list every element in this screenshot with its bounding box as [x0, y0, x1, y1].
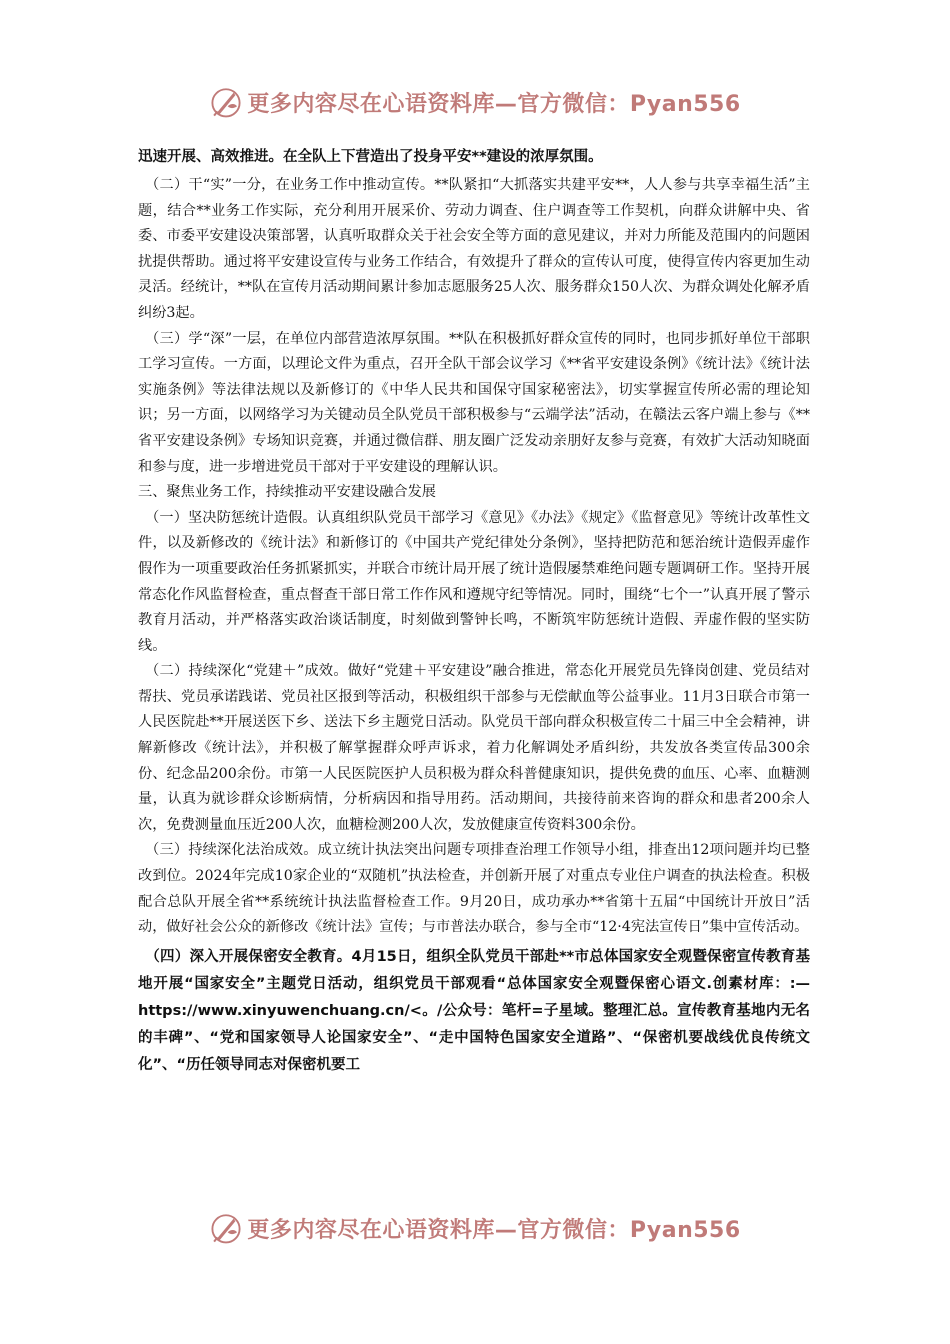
paragraph-section-3-2: （二）持续深化“党建＋”成效。做好“党建＋平安建设”融合推进，常态化开展党员先锋岗创建、党员结对帮扶、党员承诺践诺、党员社区报到等活动，积极组织干部参与无偿献血等公益事业。11月3日联合市第一人民医院赴**开展送医下乡、送法下乡主题党日活动。队党员干部向群众积极宣传二十届三中全会精神，讲解新修改《统计法》，并积极了解掌握群众呼声诉求，着力化解调处矛盾纠纷，共发放各类宣传品300余份、纪念品200余份。市第一人民医院医护人员积极为群众科普健康知识，提供免费的血压、心率、血糖测量，认真为就诊群众诊断病情，分析病因和指导用药。活动期间，共接待前来咨询的群众和患者200余人次，免费测量血压近200人次，血糖检测200人次，发放健康宣传资料300余份。 — [138, 663, 810, 833]
section-heading-3: 三、聚焦业务工作，持续推动平安建设融合发展 — [138, 484, 436, 501]
paragraph-continuation: 迅速开展、高效推进。在全队上下营造出了投身平安**建设的浓厚氛围。 — [138, 149, 603, 165]
banner-text: 更多内容尽在心语资料库—官方微信：Pyan556 — [247, 1217, 741, 1243]
paragraph-section-3-3: （三）持续深化法治成效。成立统计执法突出问题专项排查治理工作领导小组，排查出12项问题并均已整改到位。2024年完成10家企业的“双随机”执法检查，并创新开展了对重点专业住户调查的执法检查。积极配合总队开展全省**系统统计执法监督检查工作。9月20日，成功承办**省第十五届“中国统计开放日”活动，做好社会公众的新修改《统计法》宣传；与市普法办联合，参与全市“12·4宪法宣传日”集中宣传活动。 — [138, 842, 810, 936]
header-watermark-banner — [0, 82, 950, 122]
paragraph-section-3-1: （一）坚决防惩统计造假。认真组织队党员干部学习《意见》《办法》《规定》《监督意见》等统计改革性文件，以及新修改的《统计法》和新修订的《中国共产党纪律处分条例》，坚持把防范和惩治统计造假弄虚作假作为一项重要政治任务抓紧抓实，并联合市统计局开展了统计造假屡禁难绝问题专题调研工作。坚持开展常态化作风监督检查，重点督查干部日常工作作风和遵规守纪等情况。同时，围绕“七个一”认真开展了警示教育月活动，并严格落实政治谈话制度，时刻做到警钟长鸣，不断筑牢防惩统计造假、弄虚作假的坚实防线。 — [138, 509, 810, 654]
paragraph-section-2-3: （三）学“深”一层，在单位内部营造浓厚氛围。**队在积极抓好群众宣传的同时，也同步抓好单位干部职工学习宣传。一方面，以理论文件为重点，召开全队干部会议学习《**省平安建设条例》《统计法》《统计法实施条例》等法律法规以及新修订的《中华人民共和国保守国家秘密法》，切实掌握宣传所必需的理论知识；另一方面，以网络学习为关键动员全队党员干部积极参与“云端学法”活动，在赣法云客户端上参与《**省平安建设条例》专场知识竞赛，并通过微信群、朋友圈广泛发动亲朋好友参与竞赛，有效扩大活动知晓面和参与度，进一步增进党员干部对于平安建设的理解认识。 — [138, 330, 810, 475]
pen-leaf-logo-icon — [209, 85, 243, 119]
footer-watermark-banner — [0, 1208, 950, 1248]
paragraph-section-2-2: （二）干“实”一分，在业务工作中推动宣传。**队紧扣“大抓落实共建平安**，人人参与共享幸福生活”主题，结合**业务工作实际，充分利用开展采价、劳动力调查、住户调查等工作契机，向群众讲解中央、省委、市委平安建设决策部署，认真听取群众关于社会安全等方面的意见建议，并对力所能及范围内的问题困扰提供帮助。通过将平安建设宣传与业务工作结合，有效提升了群众的宣传认可度，使得宣传内容更加生动灵活。经统计，**队在宣传月活动期间累计参加志愿服务25人次、服务群众150人次、为群众调处化解矛盾纠纷3起。 — [138, 177, 810, 321]
banner-text: 更多内容尽在心语资料库—官方微信：Pyan556 — [247, 91, 741, 117]
document-body — [138, 144, 810, 1079]
pen-leaf-logo-icon — [209, 1211, 243, 1245]
paragraph-section-3-4: （四）深入开展保密安全教育。4月15日，组织全队党员干部赴**市总体国家安全观暨保密宣传教育基地开展“国家安全”主题党日活动，组织党员干部观看“总体国家安全观暨保密心语文.创素材库：:—https://www.xinyuwenchuang.cn/<。/公众号：笔杆=子星域。整理汇总。宣传教育基地内无名的丰碑”、“党和国家领导人论国家安全”、“走中国特色国家安全道路”、“保密机要战线优良传统文化”、“历任领导同志对保密机要工 — [138, 948, 810, 1073]
